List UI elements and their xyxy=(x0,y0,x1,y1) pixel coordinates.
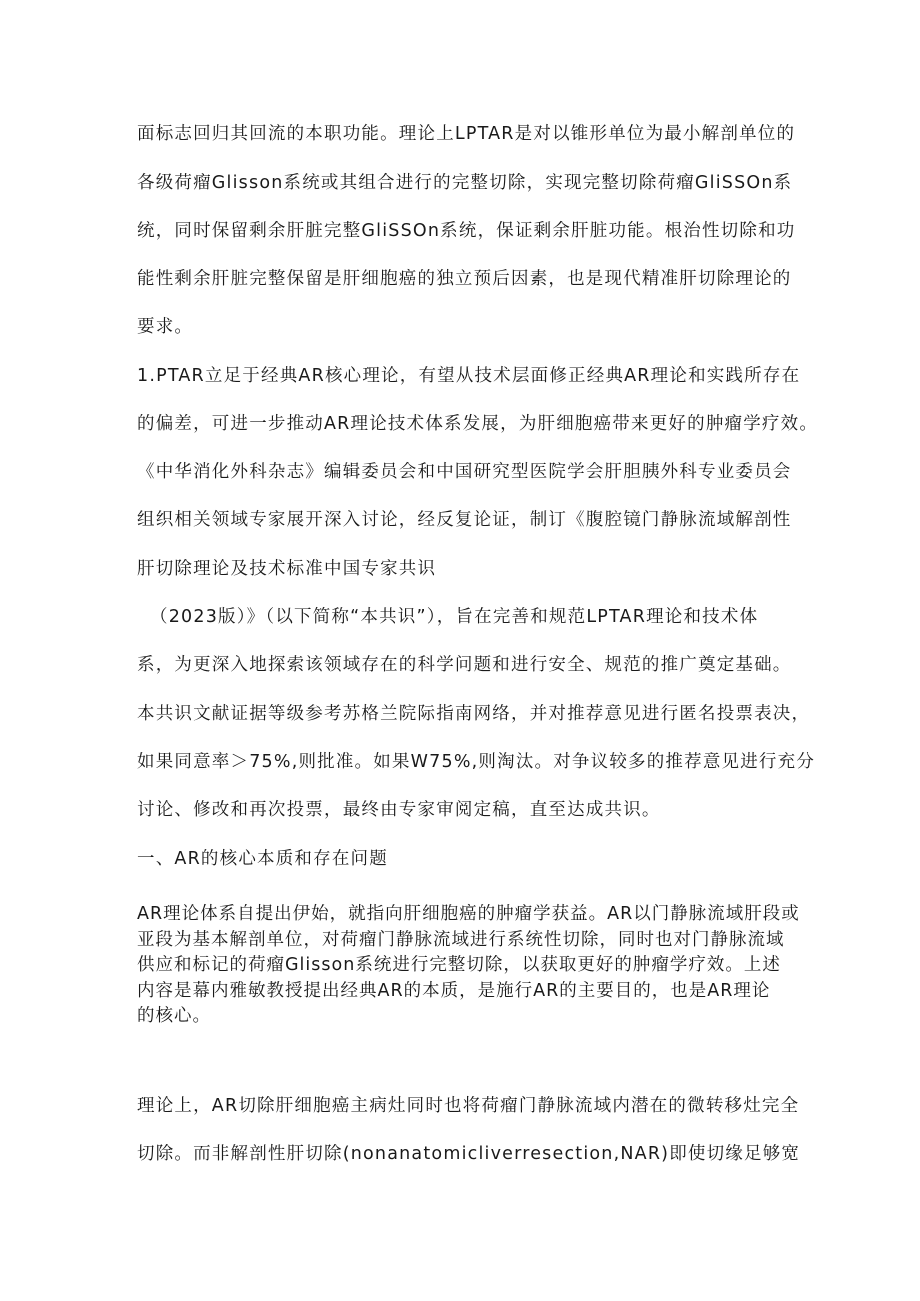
paragraph-line: 讨论、修改和再次投票，最终由专家审阅定稿，直至达成共识。 xyxy=(137,800,661,820)
paragraph-line: （2023版）》（以下简称“本共识”），旨在完善和规范LPTAR理论和技术体 xyxy=(150,607,759,627)
paragraph-line: 《中华消化外科杂志》编辑委员会和中国研究型医院学会肝胆胰外科专业委员会 xyxy=(137,462,792,482)
paragraph-line: 的偏差，可进一步推动AR理论技术体系发展，为肝细胞癌带来更好的肿瘤学疗效。 xyxy=(137,414,819,434)
paragraph-line: 本共识文献证据等级参考苏格兰院际指南网络，并对推荐意见进行匿名投票表决， xyxy=(137,704,811,724)
paragraph-line: 亚段为基本解剖单位，对荷瘤门静脉流域进行系统性切除，同时也对门静脉流域 xyxy=(137,929,785,950)
paragraph-line: 组织相关领域专家展开深入讨论，经反复论证，制订《腹腔镜门静脉流域解剖性 xyxy=(137,510,792,530)
section-heading: 一、AR的核心本质和存在问题 xyxy=(137,849,388,869)
paragraph-line: 能性剩余肝脏完整保留是肝细胞癌的独立预后因素，也是现代精准肝切除理论的 xyxy=(137,269,792,289)
paragraph-line: 供应和标记的荷瘤Glisson系统进行完整切除，以获取更好的肿瘤学疗效。上述 xyxy=(137,955,781,975)
paragraph-line: 要求。 xyxy=(137,317,194,337)
paragraph-line: 的核心。 xyxy=(137,1006,211,1026)
paragraph-line: 系，为更深入地探索该领域存在的科学问题和进行安全、规范的推广奠定基础。 xyxy=(137,655,792,675)
paragraph-line: 面标志回归其回流的本职功能。理论上LPTAR是对以锥形单位为最小解剖单位的 xyxy=(137,124,796,144)
paragraph-block xyxy=(137,902,800,1030)
paragraph-line: 内容是幕内雅敏教授提出经典AR的本质，是施行AR的主要目的，也是AR理论 xyxy=(137,980,771,1001)
paragraph-line: 理论上，AR切除肝细胞癌主病灶同时也将荷瘤门静脉流域内潜在的微转移灶完全 xyxy=(137,1096,800,1116)
paragraph-line: 肝切除理论及技术标准中国专家共识 xyxy=(137,559,437,579)
paragraph-line: 1.PTAR立足于经典AR核心理论，有望从技术层面修正经典AR理论和实践所存在 xyxy=(137,366,801,386)
paragraph-line: 如果同意率＞75%,则批准。如果W75%,则淘汰。对争议较多的推荐意见进行充分 xyxy=(137,752,816,772)
paragraph-line: AR理论体系自提出伊始，就指向肝细胞癌的肿瘤学获益。AR以门静脉流域肝段或 xyxy=(137,904,800,924)
paragraph-line: 统，同时保留剩余肝脏完整GliSSOn系统，保证剩余肝脏功能。根治性切除和功 xyxy=(137,221,796,241)
paragraph-line: 切除。而非解剖性肝切除(nonanatomicliverresection,NAR)即使切缘足够宽 xyxy=(137,1144,801,1164)
paragraph-line: 各级荷瘤Glisson系统或其组合进行的完整切除，实现完整切除荷瘤GliSSOn系 xyxy=(137,173,793,193)
